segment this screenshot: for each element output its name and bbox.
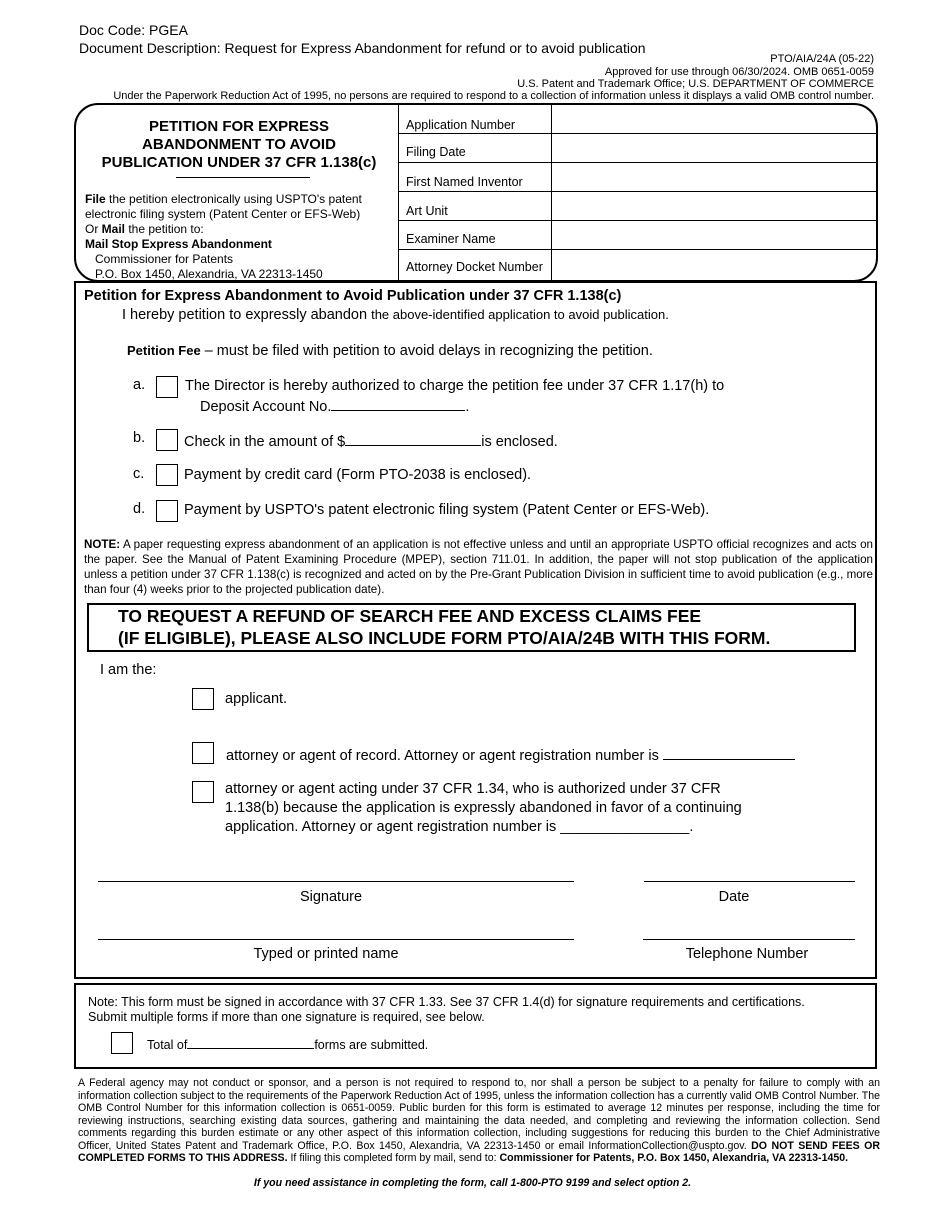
burden-text: A Federal agency may not conduct or sponsor, and a person is not required to respond to, nor shall a person be subject to a penalty for failure to comply with an information collection subject to the requirements of the Paperwork Reduction Act of 1995, unless the information collection has a currently valid OMB Control Number. The OMB Control Number for this information collection is 0651-0059. Public burden for this form is estimated to average 12 minutes per response, including the time for reviewing instructions, searching existing data sources, gathering and maintaining the data needed, and completing and reviewing the information collection. Send comments regarding this burden estimate or any other aspect of this information collection, including suggestions for reducing this burden to the Chief Administrative Officer, United States Patent and Trademark Office, P.O. Box 1450, Alexandria, VA 22313-1450 or email InformationCollection@uspto.gov. <box>78 1077 880 1152</box>
note-bold: NOTE: <box>84 538 121 551</box>
examiner-name-label: Examiner Name <box>406 232 496 246</box>
signature-line[interactable] <box>98 881 574 882</box>
art-unit-field[interactable] <box>552 192 875 220</box>
option-d-text: Payment by USPTO's patent electronic filing system (Patent Center or EFS-Web). <box>184 502 710 518</box>
attorney-docket-label: Attorney Docket Number <box>406 260 543 274</box>
refund-line1: TO REQUEST A REFUND OF SEARCH FEE AND EXCESS CLAIMS FEE <box>118 606 702 626</box>
or-text: Or <box>85 222 102 236</box>
option-d-letter: d. <box>133 501 146 517</box>
telephone-label: Telephone Number <box>685 946 809 962</box>
attorney-134-text <box>225 780 742 837</box>
option-b-letter: b. <box>133 430 146 446</box>
form-id: PTO/AIA/24A (05-22) <box>770 53 874 65</box>
title-divider <box>176 177 310 178</box>
attorney-of-record-label: attorney or agent of record. Attorney or agent registration number is <box>226 748 663 764</box>
total-forms-input[interactable] <box>187 1036 314 1049</box>
attorney-of-record-checkbox[interactable] <box>192 742 214 764</box>
deposit-account-input[interactable] <box>331 396 465 411</box>
option-c-letter: c. <box>133 466 145 482</box>
date-label: Date <box>718 889 750 905</box>
option-c-checkbox[interactable] <box>156 464 178 486</box>
petition-fee-bold: Petition Fee <box>127 343 201 358</box>
first-named-inventor-label: First Named Inventor <box>406 175 523 189</box>
deposit-account-label: Deposit Account No. <box>200 399 332 415</box>
application-number-field[interactable] <box>552 105 875 133</box>
attorney-134-line3: application. Attorney or agent registration number is ________________. <box>225 819 694 835</box>
option-a-text: The Director is hereby authorized to charge the petition fee under 37 CFR 1.17(h) to <box>185 378 725 394</box>
option-c-text: Payment by credit card (Form PTO-2038 is enclosed). <box>184 467 532 483</box>
attorney-134-checkbox[interactable] <box>192 781 214 803</box>
note-text: A paper requesting express abandonment of an application is not effective unless and until an appropriate USPTO official recognizes and acts on the paper. See the Manual of Patent Examining Procedure (MPEP), section 711.01. In addition, the paper will not stop publication of the application unless a petition under 37 CFR 1.138(c) is recognized and acted on by the Pre-Grant Publication Division in sufficient time to avoid publication (e.g., more than four (4) weeks prior to the projected publication date). <box>84 538 873 596</box>
registration-number-input[interactable] <box>663 745 795 760</box>
petition-heading: Petition for Express Abandonment to Avoid Publication under 37 CFR 1.138(c) <box>84 288 622 304</box>
forms-submitted-label: forms are submitted. <box>314 1038 429 1052</box>
form-title-line2: ABANDONMENT TO AVOID <box>142 136 336 153</box>
assistance-line: If you need assistance in completing the form, call 1-800-PTO 9199 and select option 2. <box>253 1177 692 1189</box>
art-unit-label: Art Unit <box>406 204 448 218</box>
check-amount-label: Check in the amount of $ <box>184 434 346 450</box>
i-am-label: I am the: <box>100 662 157 678</box>
statement-part-b: the above-identified application to avoid publication. <box>371 307 669 322</box>
commissioner: Commissioner for Patents <box>95 252 234 266</box>
petition-statement <box>122 306 669 324</box>
mail-stop: Mail Stop Express Abandonment <box>85 237 272 251</box>
doc-description: Document Description: Request for Express Abandonment for refund or to avoid publication <box>79 40 646 56</box>
doc-code: Doc Code: PGEA <box>79 22 188 38</box>
statement-part-a: I hereby petition to expressly abandon <box>122 307 372 323</box>
option-b-line <box>184 431 558 450</box>
signature-label: Signature <box>299 889 363 905</box>
petition-fee-rest: – must be filed with petition to avoid delays in recognizing the petition. <box>200 343 653 359</box>
option-d-checkbox[interactable] <box>156 500 178 522</box>
office-line: U.S. Patent and Trademark Office; U.S. DEPARTMENT OF COMMERCE <box>517 78 874 90</box>
first-named-inventor-field[interactable] <box>552 163 875 191</box>
approval-line: Approved for use through 06/30/2024. OMB 0651-0059 <box>604 66 874 78</box>
petition-fee-line <box>127 343 653 359</box>
burden-mail-address: Commissioner for Patents, P.O. Box 1450, Alexandria, VA 22313-1450. <box>499 1152 849 1164</box>
file-bold: File <box>85 192 106 206</box>
burden-statement <box>78 1077 880 1165</box>
signature-note-line1: Note: This form must be signed in accordance with 37 CFR 1.33. See 37 CFR 1.4(d) for signature requirements and certifications. <box>88 995 805 1009</box>
field-grid-left-border <box>398 104 399 281</box>
form-title-line1: PETITION FOR EXPRESS <box>148 118 330 135</box>
attorney-134-line2: 1.138(b) because the application is expressly abandoned in favor of a continuing <box>225 800 742 816</box>
file-line2: electronic filing system (Patent Center or EFS-Web) <box>85 207 361 221</box>
multiple-forms-checkbox[interactable] <box>111 1032 133 1054</box>
option-a-checkbox[interactable] <box>156 376 178 398</box>
option-b-checkbox[interactable] <box>156 429 178 451</box>
burden-warning: DO NOT SEND FEES OR COMPLETED FORMS TO THIS ADDRESS. <box>78 1139 880 1164</box>
telephone-line[interactable] <box>643 939 855 940</box>
attorney-of-record-line <box>226 745 795 764</box>
applicant-label: applicant. <box>225 691 288 707</box>
filing-date-field[interactable] <box>552 134 875 162</box>
check-enclosed-text: is enclosed. <box>481 434 558 450</box>
application-number-label: Application Number <box>406 118 516 132</box>
refund-line2: (IF ELIGIBLE), PLEASE ALSO INCLUDE FORM PTO/AIA/24B WITH THIS FORM. <box>118 628 771 648</box>
typed-name-label: Typed or printed name <box>253 946 399 962</box>
deposit-account-line: Deposit Account No. . <box>200 396 469 415</box>
mail-rest: the petition to: <box>125 222 204 236</box>
total-forms-line <box>147 1036 428 1052</box>
mail-bold: Mail <box>101 222 126 236</box>
signature-note-line2: Submit multiple forms if more than one signature is required, see below. <box>88 1010 485 1024</box>
form-title-line3: PUBLICATION UNDER 37 CFR 1.138(c) <box>101 154 377 171</box>
paperwork-line: Under the Paperwork Reduction Act of 1995, no persons are required to respond to a collection of information unless it displays a valid OMB control number. <box>113 90 874 102</box>
mail-address: P.O. Box 1450, Alexandria, VA 22313-1450 <box>95 267 323 281</box>
applicant-checkbox[interactable] <box>192 688 214 710</box>
check-amount-input[interactable] <box>345 431 481 446</box>
file-rest: the petition electronically using USPTO's patent <box>105 192 362 206</box>
note-paragraph <box>84 537 873 597</box>
attorney-134-line1: attorney or agent acting under 37 CFR 1.34, who is authorized under 37 CFR <box>225 781 721 797</box>
typed-name-line[interactable] <box>98 939 574 940</box>
option-a-letter: a. <box>133 377 146 393</box>
attorney-docket-field[interactable] <box>552 250 875 280</box>
examiner-name-field[interactable] <box>552 221 875 249</box>
form-title <box>84 118 394 172</box>
filing-date-label: Filing Date <box>406 145 466 159</box>
filing-instructions <box>85 192 362 282</box>
burden-mail-text: If filing this completed form by mail, send to: <box>287 1152 500 1164</box>
date-line[interactable] <box>644 881 855 882</box>
total-of-label: Total of <box>147 1038 188 1052</box>
